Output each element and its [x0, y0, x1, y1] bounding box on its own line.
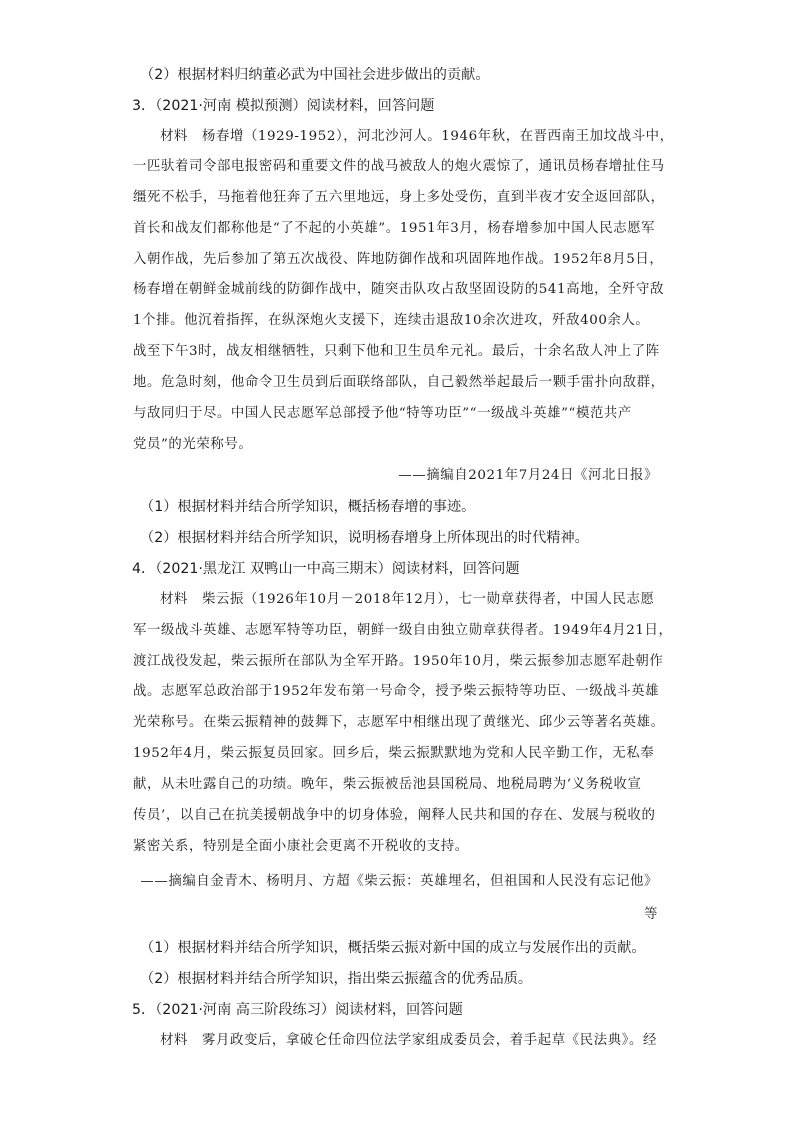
q3-header: 3．（2021·河南 模拟预测）阅读材料，回答问题 [132, 98, 435, 114]
q3-material-line: 战至下午3时，战友相继牺牲，只剩下他和卫生员牟元礼。最后，十余名敌人冲上了阵 [133, 344, 660, 359]
q4-material-line: 紧密关系，特别是全面小康社会更离不开税收的支持。 [133, 839, 469, 854]
q4-source: ——摘编自金青木、杨明月、方超《柴云振：英雄埋名，但祖国和人民没有忘记他》 [140, 874, 658, 889]
q3-part1-prompt: （1）根据材料并结合所学知识，概括杨春增的事迹。 [140, 499, 476, 515]
q4-material-line: 1952年4月，柴云振复员回家。回乡后，柴云振默默地为党和人民辛勤工作，无私奉 [133, 746, 655, 761]
q3-material-line: 地。危急时刻，他命令卫生员到后面联络部队，自己毅然举起最后一颗手雷扑向敌群， [133, 375, 665, 390]
q4-material-line: 渡江战役发起，柴云振所在部队为全军开路。1950年10月，柴云振参加志愿军赴朝作 [133, 654, 664, 669]
q4-material-line: 战。志愿军总政治部于1952年发布第一号命令，授予柴云振特等功臣、一级战斗英雄 [133, 684, 660, 699]
q3-material-line: 1个排。他沉着指挥，在纵深炮火支援下，连续击退敌10余次进攻，歼敌400余人。 [133, 313, 650, 328]
q3-material-line: 入朝作战，先后参加了第五次战役、阵地防御作战和巩固阵地作战。1952年8月5日， [133, 252, 664, 267]
q3-source: ——摘编自2021年7月24日《河北日报》 [398, 468, 658, 483]
q5-material-line: 材料 雾月政变后，拿破仑任命四位法学家组成委员会，着手起草《民法典》。经 [160, 1033, 657, 1048]
q3-material-line: 材料 杨春增（1929-1952），河北沙河人。1946年秋，在晋西南王加坟战斗中， [160, 129, 674, 144]
q4-source-tail: 等 [644, 907, 658, 922]
q4-material-line: 军一级战斗英雄、志愿军特等功臣，朝鲜一级自由独立勋章获得者。1949年4月21日， [133, 623, 673, 638]
q4-part2-prompt: （2）根据材料并结合所学知识，指出柴云振蕴含的优秀品质。 [140, 971, 533, 987]
q4-header: 4．（2021·黑龙江 双鸭山一中高三期末）阅读材料，回答问题 [132, 561, 520, 577]
q4-material-line: 光荣称号。在柴云振精神的鼓舞下，志愿军中相继出现了黄继光、邱少云等著名英雄。 [133, 715, 665, 730]
q4-material-line: 献，从未吐露自己的功绩。晚年，柴云振被岳池县国税局、地税局聘为‘义务税收宣 [133, 777, 642, 792]
q3-material-line: 首长和战友们都称他是“了不起的小英雄”。1951年3月，杨春增参加中国人民志愿军 [133, 221, 656, 236]
q4-material-line: 材料 柴云振（1926年10月－2018年12月），七一勋章获得者，中国人民志愿 [160, 592, 655, 607]
q3-material-line: 一匹驮着司令部电报密码和重要文件的战马被敌人的炮火震惊了，通讯员杨春增扯住马 [133, 159, 665, 174]
q3-material-line: 缰死不松手，马拖着他狂奔了五六里地远，身上多处受伤，直到半夜才安全返回部队， [133, 190, 665, 205]
q3-part2-prompt: （2）根据材料并结合所学知识，说明杨春增身上所体现出的时代精神。 [140, 530, 589, 546]
q3-material-line: 杨春增在朝鲜金城前线的防御作战中，随突击队攻占敌坚固设防的541高地，全歼守敌 [133, 282, 665, 297]
q4-material-line: 传员’，以自己在抗美援朝战争中的切身体验，阐释人民共和国的存在、发展与税收的 [133, 808, 656, 823]
q3-material-line: 与敌同归于尽。中国人民志愿军总部授予他“特等功臣”“一级战斗英雄”“模范共产 [133, 406, 632, 421]
q4-part1-prompt: （1）根据材料并结合所学知识，概括柴云振对新中国的成立与发展作出的贡献。 [140, 940, 646, 956]
q2-part2-prompt: （2）根据材料归纳董必武为中国社会进步做出的贡献。 [140, 67, 490, 83]
q5-header: 5．（2021·河南 高三阶段练习）阅读材料，回答问题 [132, 1002, 463, 1018]
q3-material-line: 党员”的光荣称号。 [133, 437, 253, 452]
